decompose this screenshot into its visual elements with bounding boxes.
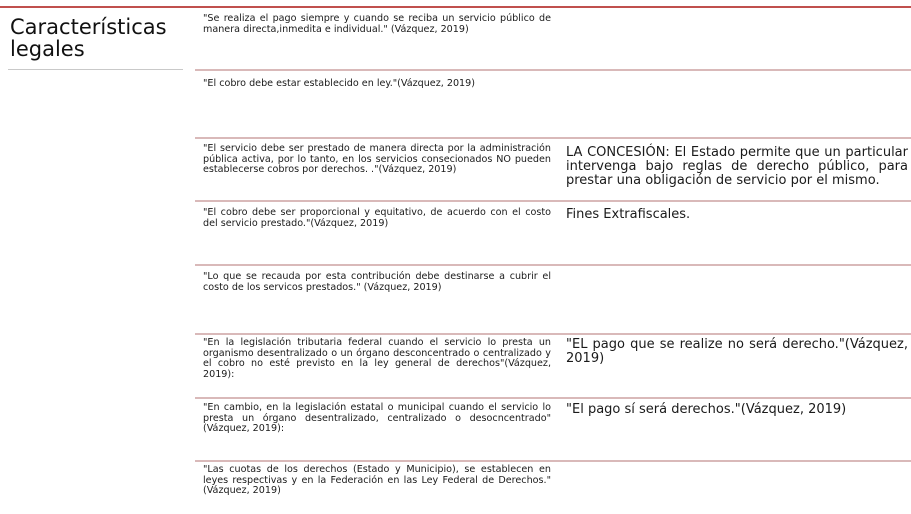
- requirement-text: "En cambio, en la legislación estatal o municipal cuando el servicio lo presta un órgano desentralizado, centralizado o desocncentrado"(Vázquez, 2019):: [203, 402, 551, 435]
- note-text: Fines Extrafiscales.: [566, 207, 691, 222]
- requirement-text: "Lo que se recauda por esta contribución debe destinarse a cubrir el costo de los servicos prestados." (Vázquez, 2019): [203, 271, 551, 293]
- row-divider: [195, 397, 911, 399]
- title-underline: [8, 69, 183, 70]
- row-divider: [195, 333, 911, 335]
- requirement-text: "El servicio debe ser prestado de manera directa por la administración pública activa, por lo tanto, en los servicios consecionados NO pueden establecerse cobros por derechos. ."(Vázquez, 2019): [203, 143, 551, 176]
- table-row: [195, 8, 911, 67]
- row-divider: [195, 69, 911, 71]
- table-row: [195, 137, 911, 198]
- table-row: [195, 200, 911, 262]
- requirement-text: "El cobro debe estar establecido en ley."(Vázquez, 2019): [203, 78, 476, 89]
- row-divider: [195, 200, 911, 202]
- row-divider: [195, 460, 911, 462]
- table-row: [195, 264, 911, 331]
- requirement-text: "El cobro debe ser proporcional y equitativo, de acuerdo con el costo del servicio prestado."(Vázquez, 2019): [203, 207, 551, 229]
- row-divider: [195, 264, 911, 266]
- table-row: [195, 69, 911, 135]
- requirement-text: "Las cuotas de los derechos (Estado y Municipio), se establecen en leyes respectivas y en la Federación en las Ley Federal de Derechos."(Vázquez, 2019): [203, 464, 551, 497]
- table-row: [195, 333, 911, 395]
- requirement-text: "Se realiza el pago siempre y cuando se reciba un servicio público de manera directa,inmedita e individual." (Vázquez, 2019): [203, 13, 551, 35]
- requirement-text: "En la legislación tributaria federal cuando el servicio lo presta un organismo desentralizado o un órgano desconcentrado o centralizado y el cobro no esté previsto en la ley general de derechos"(Vázquez, 2019):: [203, 337, 551, 380]
- row-divider: [195, 137, 911, 139]
- note-text: "El pago sí será derechos."(Vázquez, 2019): [566, 402, 847, 417]
- table-row: [195, 397, 911, 458]
- page-title: Características legales: [10, 15, 167, 61]
- note-text: LA CONCESIÓN: El Estado permite que un particular intervenga bajo reglas de derecho público, para prestar una obligación de servicio por el mismo.: [566, 145, 908, 188]
- table-row: [195, 460, 911, 514]
- note-text: "EL pago que se realize no será derecho."(Vázquez, 2019): [566, 337, 908, 366]
